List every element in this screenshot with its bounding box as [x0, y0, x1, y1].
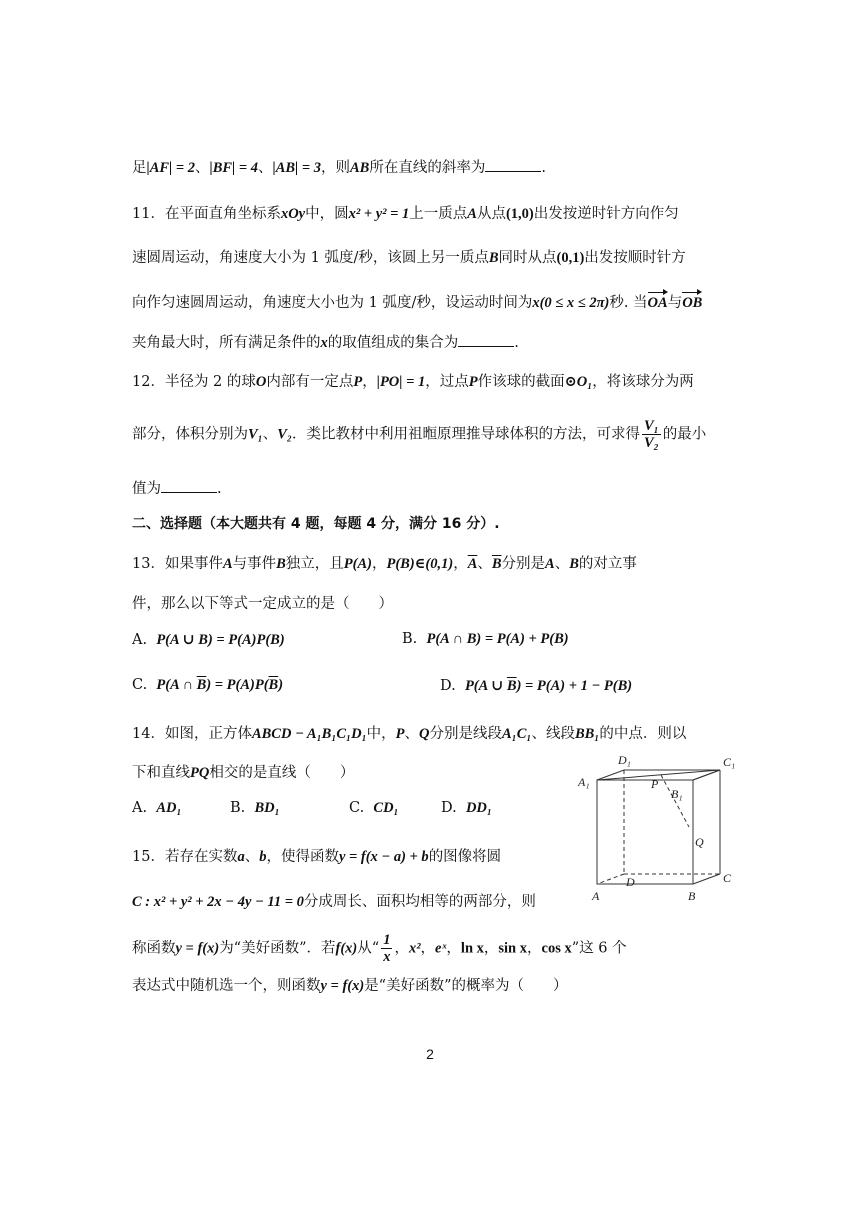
text: ，则	[321, 160, 350, 176]
q13-line-2: 件，那么以下等式一定成立的是（ ）	[132, 596, 393, 612]
answer-blank	[485, 159, 541, 172]
text: ．类比教材中利用祖暅原理推导球体积的方法，可求得	[291, 426, 640, 443]
text: 值为	[132, 481, 161, 497]
math-circle-c: C : x² + y² + 2x − 4y − 11 = 0	[132, 894, 304, 910]
text: 上一质点	[409, 206, 468, 222]
text: ) = P(A)P(	[206, 677, 269, 693]
segment-pq	[661, 775, 689, 827]
page-number: 2	[426, 1046, 434, 1062]
text: 称函数	[132, 940, 176, 957]
q11-line-2	[132, 246, 686, 267]
q11-line-1	[132, 202, 679, 223]
math-pa: P(A)	[343, 556, 372, 572]
text: ，使得函数	[266, 849, 339, 865]
text: 、	[262, 426, 278, 443]
math-b-bar: $\overline{B}$	[491, 556, 502, 572]
text: ，过点	[425, 374, 469, 390]
math-b: B	[276, 556, 286, 572]
text: 、	[404, 726, 420, 742]
text: 中，	[366, 726, 396, 742]
vector-oa: OA	[647, 295, 668, 311]
text: 表达式中随机选一个，则函数	[132, 978, 321, 994]
text: 、	[258, 160, 273, 176]
text: 12．半径为 2 的球	[132, 374, 256, 390]
text: 11．在平面直角坐标系	[132, 206, 281, 222]
math-x: x	[320, 335, 328, 351]
text: 出发按顺时针方	[584, 250, 686, 266]
text: ，	[527, 940, 542, 957]
math-sin-x: sin x	[498, 940, 528, 957]
text: 13．如果事件	[132, 556, 223, 572]
answer-blank	[458, 334, 514, 347]
math-xoy: xOy	[280, 206, 306, 222]
option-text: CD₁	[373, 800, 399, 816]
text: 分别是线段	[429, 726, 502, 742]
math-a: a	[237, 849, 245, 865]
text: ，将该球分为两	[592, 374, 694, 390]
section-heading: 二、选择题（本大题共有 4 题，每题 4 分，满分 16 分）.	[132, 516, 500, 532]
q14-option-b[interactable]	[230, 800, 280, 817]
math-pb: P(B)∈(0,1)	[386, 556, 454, 572]
text: 是“美好函数”的概率为（ ）	[364, 978, 568, 994]
text: ，	[453, 556, 468, 572]
math-b-bar: $\overline{B}$	[268, 677, 279, 693]
math-p: P	[395, 726, 405, 742]
label-q: Q	[695, 835, 704, 849]
math-circle-o1: ⊙O₁	[564, 374, 593, 390]
math-b: B	[569, 556, 579, 572]
q11-line-4	[132, 331, 519, 352]
q10-tail-line	[132, 156, 546, 177]
text: 相交的是直线（ ）	[209, 765, 355, 781]
option-label: B.	[230, 800, 246, 816]
math-yfx: y = f(x)	[175, 940, 220, 957]
text: ，	[483, 940, 499, 957]
text: 分成周长、面积均相等的两部分，则	[303, 894, 536, 910]
math-v2: V₂	[277, 426, 292, 443]
math-ab: |AB| = 3	[272, 160, 321, 176]
option-text	[156, 677, 283, 693]
text: 、	[244, 849, 260, 865]
answer-blank	[161, 480, 217, 493]
option-label: B.	[402, 631, 418, 647]
math-ab-line: AB	[350, 160, 370, 176]
math-cos-x: cos x	[541, 940, 572, 957]
label-d: D	[626, 875, 635, 889]
text: ，	[446, 940, 461, 957]
text: 、	[477, 556, 492, 572]
text: 速圆周运动，角速度大小为 1 弧度/秒，该圆上另一质点	[132, 250, 489, 266]
text: 作该球的截面	[477, 374, 565, 390]
label-d1: D₁	[618, 753, 631, 767]
q12-line-1	[132, 370, 694, 391]
option-text: AD₁	[156, 800, 182, 816]
fraction-denominator: x	[383, 949, 391, 965]
fraction-denominator: V₂	[643, 435, 659, 451]
label-a: A	[592, 889, 600, 903]
text: 15．若存在实数	[132, 849, 238, 865]
q11-line-3	[132, 291, 702, 312]
math-point-10: (1,0)	[505, 206, 534, 222]
math-point-a: A	[467, 206, 477, 222]
q14-option-c[interactable]	[349, 800, 399, 817]
text: 的对立事	[578, 556, 637, 572]
q13-line-1	[132, 552, 637, 573]
math-e-x: eˣ	[435, 940, 447, 957]
text: 14．如图，正方体	[132, 726, 252, 742]
q15-line-1	[132, 845, 501, 866]
text: 部分，体积分别为	[132, 426, 248, 443]
text: 、	[554, 556, 570, 572]
option-label: A.	[132, 800, 148, 816]
text: 下和直线	[132, 765, 190, 781]
text: ) = P(A) + 1 − P(B)	[516, 678, 633, 694]
math-p: P	[353, 374, 363, 390]
fraction-1-over-x	[381, 932, 392, 965]
option-label: D.	[440, 678, 456, 694]
option-label: C.	[349, 800, 365, 816]
text: 独立，且	[285, 556, 344, 572]
math-point-01: (0,1)	[556, 250, 585, 266]
fraction-numerator: V₁	[643, 418, 659, 434]
q13-option-c[interactable]	[132, 677, 283, 694]
text: 所在直线的斜率为	[369, 160, 486, 176]
math-af: |AF| = 2	[146, 160, 195, 176]
text: P(A ∩	[156, 677, 197, 693]
q14-option-d[interactable]	[441, 800, 492, 817]
math-x-range: x(0 ≤ x ≤ 2π)	[532, 295, 610, 311]
text: 的最小	[662, 426, 707, 443]
text: 从“	[357, 940, 380, 957]
q14-line-2	[132, 761, 354, 782]
math-v1: V₁	[248, 426, 263, 443]
math-b: b	[259, 849, 267, 865]
text: 、	[195, 160, 210, 176]
text: P(A ∪	[464, 678, 507, 694]
math-b-bar: $\overline{B}$	[506, 678, 517, 694]
text: 中，圆	[305, 206, 349, 222]
math-point-b: B	[488, 250, 499, 266]
q14-option-a[interactable]	[132, 800, 182, 817]
cube-figure	[570, 752, 750, 910]
math-unit-circle: x² + y² = 1	[348, 206, 410, 222]
text: 、线段	[531, 726, 575, 742]
text: .	[514, 335, 519, 351]
label-p: P	[651, 777, 659, 791]
math-x-squared: x²	[408, 940, 421, 957]
label-c1: C₁	[723, 755, 736, 769]
math-a-bar: $\overline{A}$	[467, 556, 478, 572]
text: 的中点．则以	[599, 726, 687, 742]
math-cube: ABCD − A₁B₁C₁D₁	[251, 726, 367, 742]
text: 出发按逆时针方向作匀	[533, 206, 679, 222]
q13-option-a[interactable]	[132, 631, 285, 649]
text: 的图像将圆	[428, 849, 502, 865]
option-label: A.	[132, 632, 148, 648]
math-a1c1: A₁C₁	[502, 726, 532, 742]
text: ，	[420, 940, 436, 957]
fraction-v1-v2	[642, 418, 661, 451]
q14-line-1	[132, 722, 686, 743]
vector-ob: OB	[682, 295, 703, 311]
text: ，	[394, 940, 409, 957]
math-function: y = f(x − a) + b	[338, 849, 429, 865]
math-bf: |BF| = 4	[209, 160, 258, 176]
text: 与事件	[232, 556, 277, 572]
q15-line-2	[132, 890, 536, 911]
label-c: C	[723, 871, 732, 885]
option-text	[465, 678, 632, 694]
text: 夹角最大时，所有满足条件的	[132, 335, 321, 351]
q13-option-d[interactable]	[440, 677, 632, 695]
text: 为“美好函数”．若	[219, 940, 336, 957]
text: 秒. 当	[609, 295, 648, 311]
text: 足	[132, 160, 147, 176]
text: 内部有一定点	[266, 374, 354, 390]
math-yfx: y = f(x)	[320, 978, 365, 994]
math-ln-x: ln x	[460, 940, 484, 957]
q13-option-b[interactable]	[402, 631, 569, 648]
option-text: P(A ∪ B) = P(A)P(B)	[156, 632, 285, 648]
text: )	[278, 677, 284, 693]
option-text: DD₁	[465, 800, 492, 816]
text: 与	[667, 295, 683, 311]
q15-line-4	[132, 974, 568, 995]
math-a: A	[222, 556, 233, 572]
edge-ad	[597, 874, 624, 884]
option-text: P(A ∩ B) = P(A) + P(B)	[426, 631, 569, 647]
math-o: O	[255, 374, 267, 390]
edge-bc	[693, 874, 720, 884]
math-b-bar: $\overline{B}$	[196, 677, 207, 693]
math-pq: PQ	[190, 765, 210, 781]
math-fx: f(x)	[335, 940, 358, 957]
q12-line-2	[132, 418, 706, 451]
text: 从点	[476, 206, 506, 222]
label-b: B	[688, 889, 696, 903]
q15-line-3	[132, 932, 627, 965]
q12-line-3	[132, 477, 222, 498]
diagonal-a1c1	[597, 770, 720, 780]
text: ，	[371, 556, 387, 572]
option-label: D.	[441, 800, 457, 816]
text: 的取值组成的集合为	[327, 335, 459, 351]
label-b1: B₁	[671, 787, 683, 801]
math-p: P	[468, 374, 478, 390]
text: 同时从点	[498, 250, 557, 266]
math-q: Q	[419, 726, 430, 742]
text: 向作匀速圆周运动，角速度大小也为 1 弧度/秒，设运动时间为	[132, 295, 533, 311]
option-text: BD₁	[254, 800, 280, 816]
option-label: C.	[132, 677, 148, 693]
text: ，	[362, 374, 377, 390]
text: 分别是	[501, 556, 546, 572]
text: .	[541, 160, 546, 176]
math-a: A	[545, 556, 555, 572]
text: ”这 6 个	[571, 940, 627, 957]
math-po: |PO| = 1	[376, 374, 426, 390]
math-bb1: BB₁	[574, 726, 600, 742]
fraction-numerator: 1	[383, 932, 391, 948]
text: .	[217, 481, 222, 497]
label-a1: A₁	[578, 775, 590, 789]
